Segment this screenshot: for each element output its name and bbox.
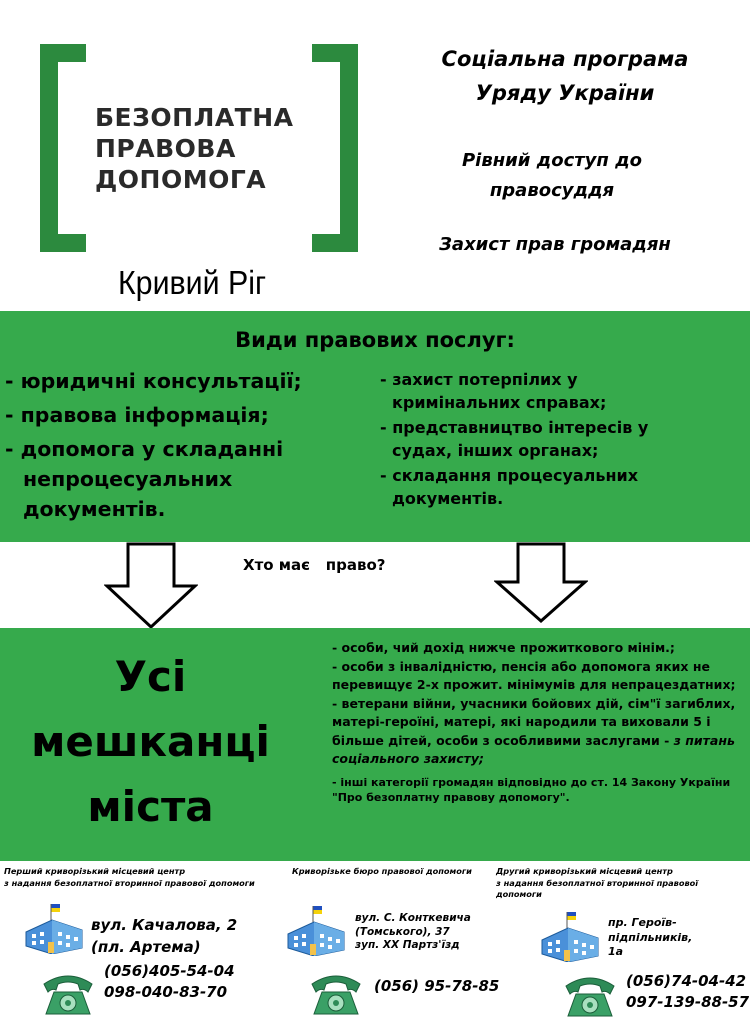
center-address <box>608 916 750 960</box>
center-phones <box>626 971 749 1013</box>
phone-number: 098-040-83-70 <box>104 983 228 1001</box>
logo-bracket-right <box>312 44 358 252</box>
eligibility-list <box>332 639 744 805</box>
center-name-line: Другий криворізький місцевий центр <box>496 866 673 876</box>
center-name <box>292 866 492 878</box>
eligibility-item-note: з питань соціального захисту; <box>332 732 735 766</box>
program-title-line: Уряду України <box>475 81 655 105</box>
phone-icon <box>308 966 364 1018</box>
service-item: - допомога у складанні непроцесуальних документів. <box>5 437 284 521</box>
eligibility-item: - інші категорії громадян відповідно до ст. 14 Закону України "Про безоплатну правову допомогу". <box>332 775 731 804</box>
center-phones <box>104 961 235 1003</box>
center-name-line: Перший криворізький місцевий центр <box>4 866 186 876</box>
logo-line: ПРАВОВА <box>95 134 236 163</box>
phone-number: (056) 95-78-85 <box>374 977 500 995</box>
eligibility-item: - особи з інвалідністю, пенсія або допомога яких не перевищує 2-х прожит. мінімумів для непрацездатних; <box>332 658 736 692</box>
address-line: пр. Героїв-підпільників, <box>608 916 693 944</box>
logo-bracket-left <box>40 44 86 252</box>
center-name <box>496 866 746 901</box>
phone-icon <box>40 966 96 1018</box>
building-icon <box>538 912 602 962</box>
access-slogan-line: правосуддя <box>489 180 615 201</box>
services-title: Види правових послуг: <box>235 328 515 352</box>
address-line: зуп. ХХ Партз'їзд <box>355 939 460 951</box>
address-line: вул. Качалова, 2 <box>91 916 238 934</box>
eligibility-item-text: - ветерани війни, учасники бойових дій, сім"ї загиблих, матері-героїні, матері, які народили та виховали 5 і більше дітей, особи з особливими заслугами - <box>332 695 736 748</box>
phone-number: 097-139-88-57 <box>626 993 750 1011</box>
logo-line: ДОПОМОГА <box>95 165 267 194</box>
services-right-list <box>380 368 692 512</box>
services-left-list <box>5 366 375 528</box>
address-line: (пл. Артема) <box>91 938 201 956</box>
who-has-right-question: Хто має право? <box>243 556 386 574</box>
building-icon <box>22 904 86 954</box>
eligibility-item <box>332 695 744 769</box>
address-line: вул. С. Конткевича <box>355 912 471 924</box>
arrow-down-icon <box>104 542 198 630</box>
building-icon <box>284 906 348 956</box>
center-phones <box>374 977 499 995</box>
service-item: - складання процесуальних документів. <box>380 466 639 508</box>
program-title-line: Соціальна програма <box>441 47 689 71</box>
center-name-line: з надання безоплатної вторинної правової допомоги <box>4 877 255 888</box>
program-title <box>398 42 732 110</box>
logo <box>40 44 358 252</box>
address-line: 1а <box>608 945 624 958</box>
center-name-line: Криворізьке бюро правової допомоги <box>292 866 472 876</box>
service-item: - правова інформація; <box>5 403 269 427</box>
center-address <box>91 914 237 958</box>
phone-number: (056)74-04-42 <box>626 972 747 990</box>
service-item: - юридичні консультації; <box>5 369 302 393</box>
center-name <box>4 866 284 889</box>
center-name-line: з надання безоплатної вторинної правової <box>496 877 699 888</box>
all-residents-heading <box>18 644 283 839</box>
arrow-down-icon <box>494 542 588 624</box>
phone-icon <box>562 968 618 1020</box>
service-item: - захист потерпілих у кримінальних справах; <box>380 370 607 412</box>
eligibility-item: - особи, чий дохід нижче прожиткового мінім.; <box>332 640 675 655</box>
access-slogan <box>430 146 674 206</box>
access-slogan-line: Рівний доступ до <box>461 150 643 171</box>
phone-number: (056)405-54-04 <box>104 962 235 980</box>
city-name: Кривий Ріг <box>118 264 267 301</box>
logo-text <box>95 102 294 195</box>
address-line: (Томського), 37 <box>355 925 450 938</box>
protection-slogan: Захист прав громадян <box>439 234 671 255</box>
residents-line: Усі <box>114 652 187 701</box>
residents-line: міста <box>87 782 214 831</box>
residents-line: мешканці <box>31 717 270 766</box>
center-address <box>355 912 471 953</box>
logo-line: БЕЗОПЛАТНА <box>95 103 294 132</box>
center-name-line: допомоги <box>496 889 542 899</box>
service-item: - представництво інтересів у судах, інших органах; <box>380 418 649 460</box>
